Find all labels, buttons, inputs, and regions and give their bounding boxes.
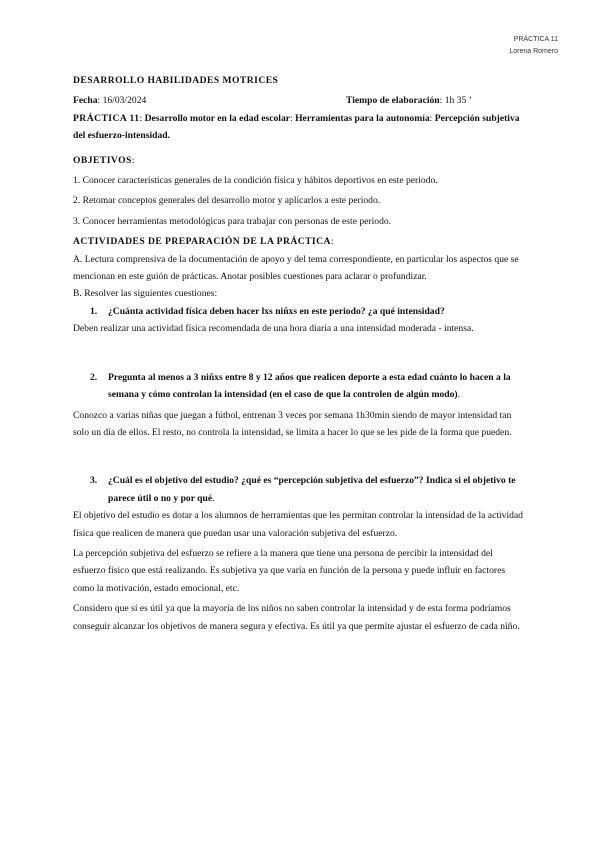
answer-3-paragraph-2: La percepción subjetiva del esfuerzo se refiere a la manera que tiene una persona de percibir la intensidad del esfuerzo físico que está realizando. Es subjetiva ya que varía en función de la persona y puede influir en factores como la motivación, estado emocional, etc. [73, 547, 506, 594]
activities-heading [73, 233, 525, 250]
practice-sep: : [290, 112, 296, 124]
time-value: : 1h 35 ’ [439, 95, 472, 107]
question-number: 3. [90, 475, 98, 487]
objectives-colon: : [131, 154, 135, 166]
question-1 [73, 303, 525, 320]
page-header [509, 34, 558, 58]
objectives-heading [73, 152, 525, 169]
answer-2: Conozco a varias niñas que juegan a fútbol, entrenan 3 veces por semana 1h30min siendo de mayor intensidad tan solo un día de ellos. El resto, no controla la intensidad, se limita a hacer lo que se les pide de la forma que pueden. [73, 409, 512, 438]
practice-part-3: Percepción subjetiva del esfuerzo-intensidad [73, 112, 520, 142]
practice-title [73, 110, 525, 145]
time-field [346, 92, 472, 109]
date-time-row [73, 92, 525, 109]
question-end: . [457, 389, 460, 401]
practice-part-1: Desarrollo motor en la edad escolar [144, 112, 291, 124]
objectives-heading-text: OBJETIVOS [73, 154, 132, 166]
question-text: ¿Cuánta actividad física deben hacer lxs niñxs en este periodo? ¿a qué intensidad? [108, 305, 445, 317]
question-2 [73, 369, 525, 404]
date-label: Fecha [73, 95, 98, 107]
activities-heading-text: ACTIVIDADES DE PREPARACIÓN DE LA PRÁCTICA [73, 236, 331, 248]
practice-sep: : [429, 112, 435, 124]
answer-1: Deben realizar una actividad física recomendada de una hora diaria a una intensidad moderada - intensa. [73, 323, 474, 335]
header-practice-label: PRÁCTICA 11 [513, 36, 558, 43]
practice-label: PRÁCTICA 11 [73, 112, 140, 124]
activity-a: A. Lectura comprensiva de la documentación de apoyo y del tema correspondiente, en particular los aspectos que se mencionan en este guión de prácticas. Anotar posibles cuestiones para aclarar o profundizar. [73, 253, 519, 283]
question-text-wrap [108, 472, 525, 507]
activity-b: B. Resolver las siguientes cuestiones: [73, 288, 218, 300]
question-number: 2. [90, 371, 98, 383]
question-end: . [212, 492, 215, 504]
header-author: Lorena Romero [509, 48, 558, 55]
document-title: DESARROLLO HABILIDADES MOTRICES [73, 75, 279, 86]
objective-item: 3. Conocer herramientas metodológicas para trabajar con personas de este periodo. [73, 215, 392, 227]
question-text-wrap [108, 369, 525, 404]
practice-end: . [167, 130, 171, 142]
question-3 [73, 472, 525, 507]
question-text: ¿Cuál es el objetivo del estudio? ¿qué es “percepción subjetiva del esfuerzo”? Indica si el objetivo te parece útil o no y por qué [108, 475, 516, 504]
date-value: : 16/03/2024 [97, 95, 147, 107]
answer-3-paragraph-1: El objetivo del estudio es dotar a los alumnos de herramientas que les permitan controlar la intensidad de la actividad física que realicen de manera que puedan usar una valoración subjetiva del esfuerzo. [73, 510, 523, 539]
answer-3-paragraph-3: Considero que sí es útil ya que la mayoría de los niños no saben controlar la intensidad y de esta forma podríamos conseguir alcanzar los objetivos de manera segura y efectiva. Es útil ya que permite ajustar el esfuerzo de cada niño. [73, 603, 520, 632]
activities-colon: : [330, 236, 334, 248]
practice-part-2: Herramientas para la autonomía [295, 112, 430, 124]
objective-item: 2. Retomar conceptos generales del desarrollo motor y aplicarlos a este periodo. [73, 195, 381, 207]
time-label: Tiempo de elaboración [346, 95, 440, 107]
document-body [73, 72, 525, 635]
objective-item: 1. Conocer características generales de la condición física y hábitos deportivos en este periodo. [73, 175, 438, 187]
question-text: Pregunta al menos a 3 niñxs entre 8 y 12 años que realicen deporte a esta edad cuánto lo hacen a la semana y cómo controlan la intensidad (en el caso de que la controlen de algún modo) [108, 371, 511, 401]
date-field [73, 92, 346, 109]
question-number: 1. [90, 305, 98, 317]
practice-sep: : [139, 112, 145, 124]
